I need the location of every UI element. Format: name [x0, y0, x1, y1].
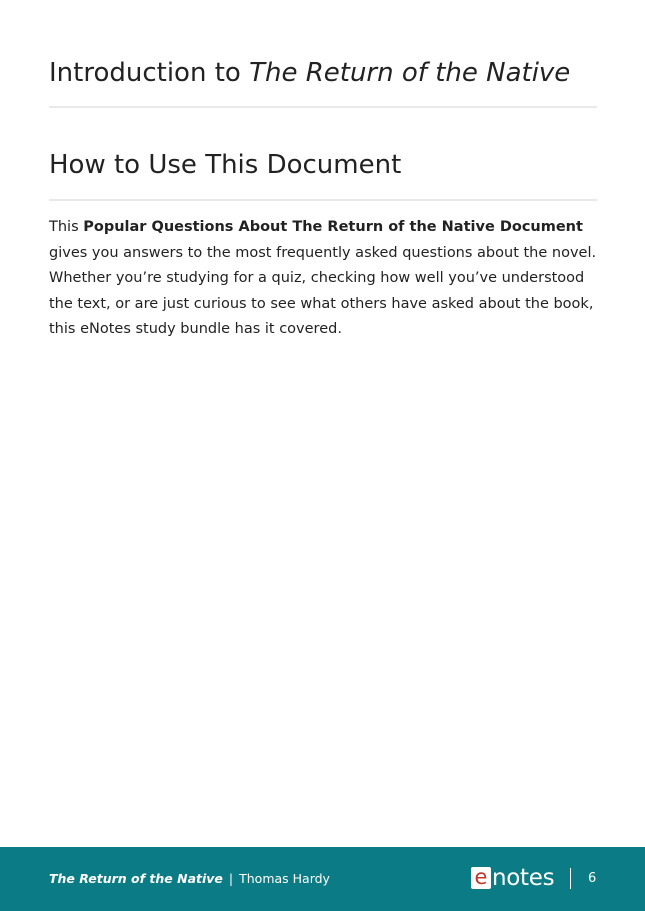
section-heading: How to Use This Document — [49, 150, 402, 180]
enotes-logo — [471, 865, 554, 891]
page-number: 6 — [588, 871, 597, 886]
footer-book-info — [49, 871, 330, 887]
footer-separator: | — [228, 871, 234, 886]
body-document-name: Popular Questions About The Return of the Native Document — [83, 219, 583, 235]
page-title — [49, 56, 570, 90]
title-book-name: The Return of the Native — [249, 58, 571, 88]
logo-wordmark: notes — [492, 865, 555, 891]
footer-author: Thomas Hardy — [239, 871, 330, 886]
page-footer — [0, 847, 645, 911]
title-prefix: Introduction to — [49, 58, 250, 88]
body-paragraph — [49, 215, 597, 343]
footer-book-title: The Return of the Native — [49, 871, 223, 886]
body-rest: gives you answers to the most frequently asked questions about the novel. Whether you’re studying for a quiz, checking how well you’ve understood the text, or are just curious to see what others have asked about the book, this eNotes study bundle has it covered. — [49, 244, 597, 338]
title-divider — [49, 106, 597, 108]
logo-e-mark: e — [471, 867, 491, 889]
body-lead: This — [49, 219, 84, 235]
section-divider — [49, 199, 597, 201]
footer-divider — [570, 868, 571, 889]
